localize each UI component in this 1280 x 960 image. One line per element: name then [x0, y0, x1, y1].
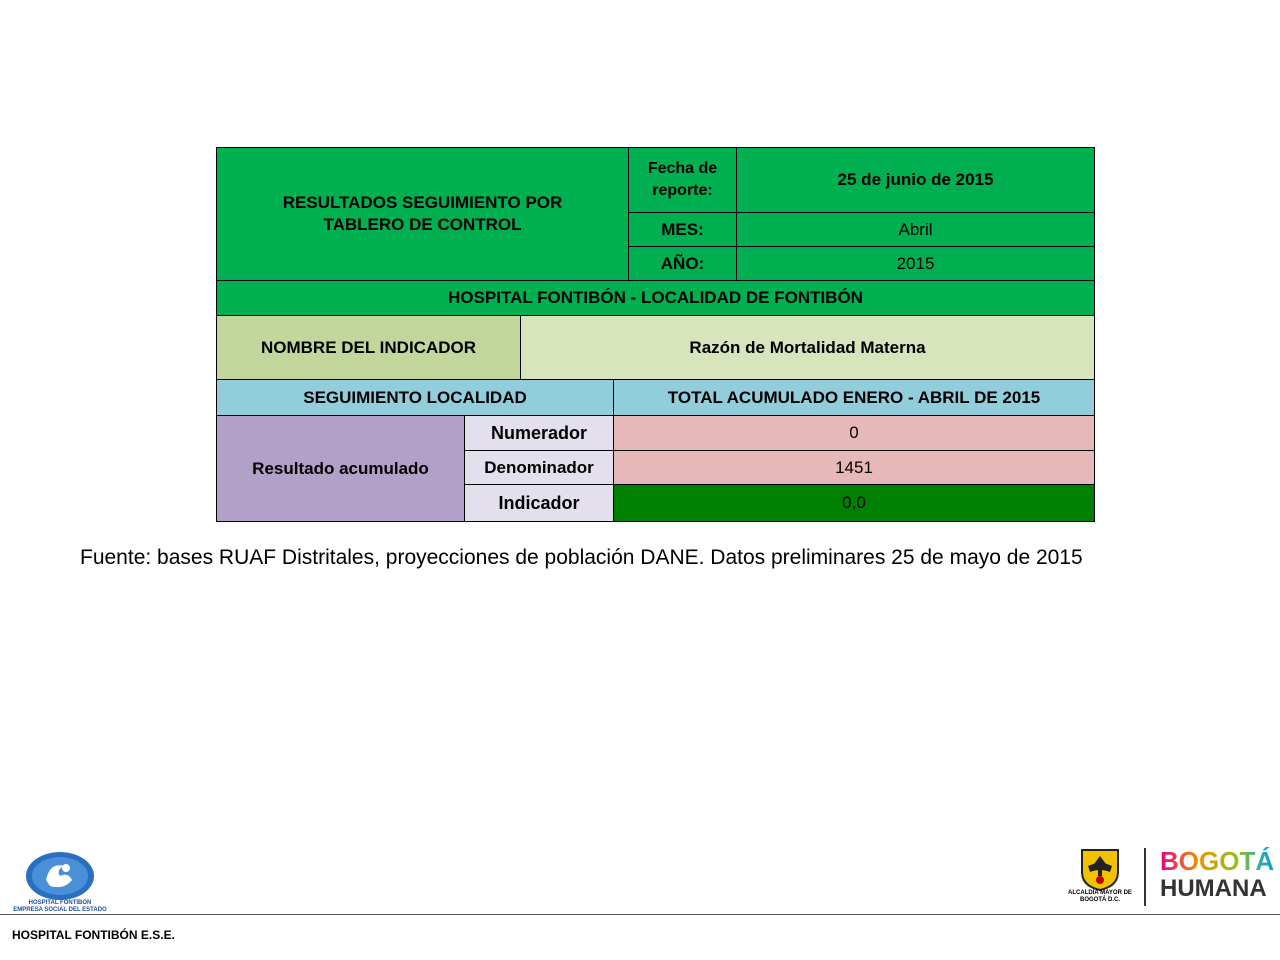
nombre-value	[520, 315, 1095, 380]
table-title-text: RESULTADOS SEGUIMIENTO POR TABLERO DE CONTROL	[282, 193, 563, 234]
logo-divider	[1144, 848, 1146, 906]
humana-wordmark: HUMANA	[1160, 875, 1267, 902]
fecha-label-text: Fecha de reporte:	[647, 160, 718, 199]
hospital-logo-name: HOSPITAL FONTIBON	[28, 900, 92, 906]
seguimiento-label	[216, 379, 614, 416]
hospital-logo-label	[10, 900, 110, 914]
denominador-label-text: Denominador	[484, 457, 594, 477]
mes-value	[736, 212, 1095, 247]
footer-divider	[0, 914, 1280, 915]
fecha-value	[736, 147, 1095, 213]
total-label-text: TOTAL ACUMULADO ENERO - ABRIL DE 2015	[667, 387, 1041, 407]
anio-label-text: AÑO:	[660, 253, 705, 273]
resultado-label	[216, 415, 465, 522]
hospital-text: HOSPITAL FONTIBÓN - LOCALIDAD DE FONTIBÓN	[448, 288, 863, 307]
source-note: Fuente: bases RUAF Distritales, proyecciones de población DANE. Datos preliminares 25 de mayo de 2015	[80, 546, 1083, 569]
hospital-row	[216, 280, 1095, 316]
anio-label	[628, 246, 737, 281]
indicador-label	[464, 484, 614, 522]
table-title	[216, 147, 629, 281]
numerador-label	[464, 415, 614, 451]
denominador-label	[464, 450, 614, 485]
nombre-label	[216, 315, 521, 380]
mes-label-text: MES:	[661, 219, 704, 239]
numerador-value	[613, 415, 1095, 451]
numerador-value-text: 0	[849, 423, 859, 442]
mes-value-text: Abril	[898, 219, 933, 239]
bogota-wordmark	[1160, 848, 1274, 874]
indicador-value	[613, 484, 1095, 522]
nombre-value-text: Razón de Mortalidad Materna	[689, 337, 926, 357]
fecha-label	[628, 147, 737, 213]
total-label	[613, 379, 1095, 416]
indicador-value-text: 0,0	[842, 493, 866, 512]
anio-value-text: 2015	[896, 253, 935, 273]
bogota-text: BOGOTÁ	[1160, 846, 1275, 876]
denominador-value	[613, 450, 1095, 485]
alcaldia-label: ALCALDÍA MAYOR DE BOGOTÁ D.C.	[1068, 890, 1132, 903]
anio-value	[736, 246, 1095, 281]
mes-label	[628, 212, 737, 247]
resultado-label-text: Resultado acumulado	[252, 458, 429, 478]
hospital-logo-sub: EMPRESA SOCIAL DEL ESTADO	[13, 907, 107, 913]
numerador-label-text: Numerador	[490, 423, 588, 443]
footer-org: HOSPITAL FONTIBÓN E.S.E.	[12, 928, 175, 942]
fecha-value-text: 25 de junio de 2015	[837, 170, 994, 189]
denominador-value-text: 1451	[835, 457, 873, 477]
indicador-label-text: Indicador	[498, 493, 580, 513]
seguimiento-label-text: SEGUIMIENTO LOCALIDAD	[303, 387, 527, 407]
nombre-label-text: NOMBRE DEL INDICADOR	[260, 337, 477, 357]
